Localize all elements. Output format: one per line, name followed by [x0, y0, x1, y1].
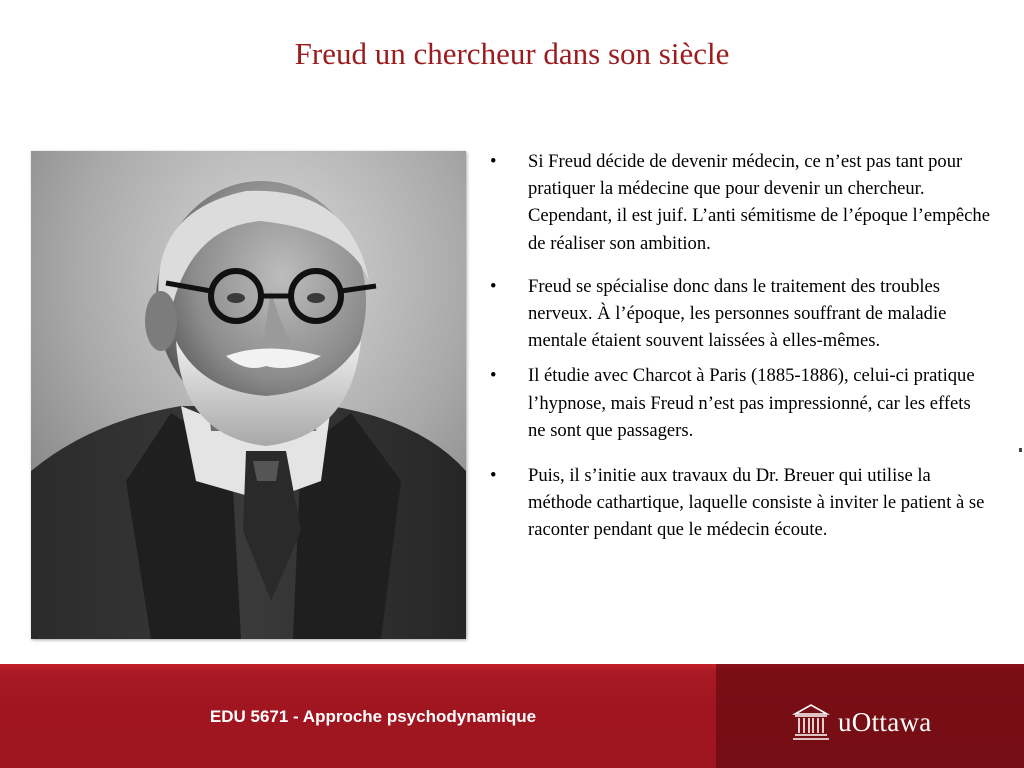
university-building-icon: [792, 702, 830, 742]
bullet-item: [490, 462, 990, 544]
bullet-marker: •: [490, 151, 497, 172]
portrait-illustration: [31, 151, 466, 639]
uottawa-logo: [792, 702, 932, 742]
bullet-item: [490, 273, 990, 355]
bullet-marker: •: [490, 365, 497, 387]
footer-bar: [0, 664, 1024, 768]
bullet-text: Si Freud décide de devenir médecin, ce n’est pas tant pour pratiquer la médecine que pour devenir un chercheur. Cependant, il est juif. L’anti sémitisme de l’époque l’empêche de réaliser son ambition.: [528, 151, 990, 254]
slide-title: Freud un chercheur dans son siècle: [294, 36, 730, 71]
bullet-text: Puis, il s’initie aux travaux du Dr. Breuer qui utilise la méthode cathartique, laquelle consiste à inviter le patient à se raconter pendant que le médecin écoute.: [528, 465, 985, 541]
portrait-photo: [31, 151, 466, 639]
edge-artifact: [1019, 448, 1022, 452]
bullet-list: [490, 148, 990, 560]
bullet-text: Freud se spécialise donc dans le traitement des troubles nerveux. À l’époque, les personnes souffrant de maladie mentale étaient souvent laissées à elles-mêmes.: [528, 275, 947, 352]
bullet-item: [490, 148, 990, 257]
bullet-marker: •: [490, 465, 497, 487]
bullet-text: Il étudie avec Charcot à Paris (1885-1886), celui-ci pratique l’hypnose, mais Freud n’est pas impressionné, car les effets ne sont que passagers.: [528, 365, 975, 441]
uottawa-wordmark: uOttawa: [838, 706, 932, 737]
bullet-marker: •: [490, 275, 497, 297]
course-label: EDU 5671 - Approche psychodynamique: [209, 707, 537, 726]
bullet-item: [490, 362, 990, 444]
